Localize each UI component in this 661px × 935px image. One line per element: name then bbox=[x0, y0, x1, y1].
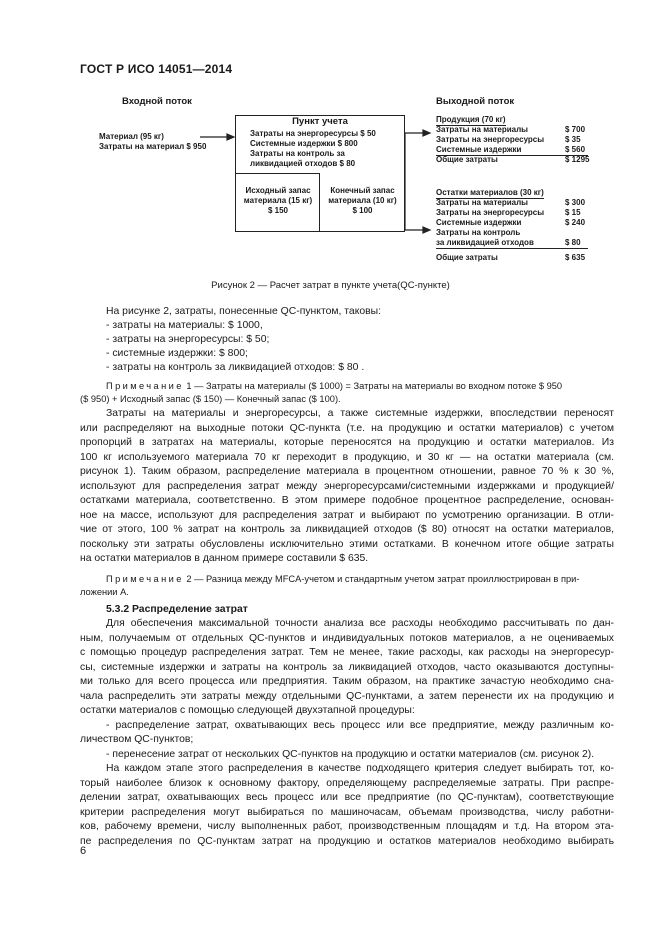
losses-row-materials-value: $ 300 bbox=[565, 198, 586, 207]
p2-line: ми только для всего процесса или предприятия. Таким образом, на практике зачастую необходимо сна- bbox=[80, 676, 614, 687]
losses-row-materials: Затраты на материалы bbox=[436, 198, 528, 207]
product-row-energy-value: $ 35 bbox=[565, 135, 581, 144]
paragraph-1 bbox=[80, 407, 614, 567]
cost-item: - затраты на энергоресурсы: $ 50; bbox=[106, 334, 270, 345]
qc-line-waste-2: ликвидацией отходов $ 80 bbox=[250, 159, 356, 168]
list-2-item: личеством QC-пунктов; bbox=[80, 734, 194, 745]
qc-line-waste-1: Затраты на контроль за bbox=[250, 149, 345, 158]
p2-line: чала распределить эти затраты между отдельными QC-пунктами, а затем перенести их на продукцию и bbox=[80, 690, 614, 702]
p1-line: Затраты на материалы и энергоресурсы, а также системные издержки, впоследствии переносят bbox=[106, 408, 614, 419]
losses-row-energy: Затраты на энергоресурсы bbox=[436, 208, 545, 217]
p1-line: ное на массе, используют для распределения затрат и выбирают по усмотрению организации. В отли- bbox=[80, 509, 614, 521]
p3-line: ков, рабочему времени, числу выполненных работ, производственным площадям и т.д. На втором эта- bbox=[80, 821, 614, 832]
final-stock-line-1: Конечный запас bbox=[330, 186, 395, 195]
p2-line: Для обеспечения максимальной точности анализа все расходы необходимо рассчитывать по дан- bbox=[106, 618, 614, 629]
product-row-system-value: $ 560 bbox=[565, 145, 586, 154]
list-2-item: - распределение затрат, охватывающих весь процесс или все предприятие, между различным ко- bbox=[106, 719, 614, 731]
p2-line: с помощью процедур распределения затрат. Тем не менее, такие расходы, как расходы на энергоресур- bbox=[80, 647, 614, 658]
paragraph-2 bbox=[80, 617, 614, 849]
input-material-label: Материал (95 кг) bbox=[99, 132, 164, 141]
p3-line: На каждом этапе этого распределения в качестве подходящего критерия следует выбирать тот, ко- bbox=[106, 763, 614, 774]
cost-item: - затраты на материалы: $ 1000, bbox=[106, 320, 263, 331]
product-row-system: Системные издержки bbox=[436, 145, 588, 156]
losses-row-total-value: $ 635 bbox=[565, 253, 586, 262]
input-arrow-head bbox=[227, 134, 234, 140]
document-code: ГОСТ Р ИСО 14051—2014 bbox=[80, 62, 233, 76]
losses-row-energy-value: $ 15 bbox=[565, 208, 581, 217]
qc-title: Пункт учета bbox=[292, 116, 348, 127]
input-material-cost: Затраты на материал $ 950 bbox=[99, 142, 207, 151]
p3-line: пе распределения по QC-пунктам затрат на продукцию и остатков материалов необходимо выбирать bbox=[80, 835, 614, 847]
losses-row-waste-value: $ 80 bbox=[565, 238, 581, 247]
losses-title: Остатки материалов (30 кг) bbox=[436, 188, 544, 197]
losses-row-system-value: $ 240 bbox=[565, 218, 586, 227]
cost-item: - системные издержки: $ 800; bbox=[106, 348, 248, 359]
cost-item: - затраты на контроль за ликвидацией отходов: $ 80 . bbox=[106, 362, 365, 373]
section-title: 5.3.2 Распределение затрат bbox=[106, 604, 248, 615]
note-2-line-2: ложении А. bbox=[80, 587, 129, 597]
losses-row-waste-1: Затраты на контроль bbox=[436, 228, 521, 237]
p1-line: 100 кг используемого материала 70 кг переходит в продукцию, и 30 кг — на остатки материала (см. bbox=[80, 451, 614, 463]
losses-row-system: Системные издержки bbox=[436, 218, 522, 227]
final-stock-value: $ 100 bbox=[352, 206, 373, 215]
product-row-energy: Затраты на энергоресурсы bbox=[436, 135, 545, 144]
product-row-total: Общие затраты bbox=[436, 155, 498, 164]
p3-line: торый наиболее близок к основному фактору, определяющему распределяемые затраты. При распре- bbox=[80, 777, 614, 789]
product-row-materials: Затраты на материалы bbox=[436, 125, 528, 134]
losses-arrow-head bbox=[423, 227, 430, 233]
product-arrow-head bbox=[423, 130, 430, 136]
product-title: Продукция (70 кг) bbox=[436, 115, 506, 124]
product-row-materials-value: $ 700 bbox=[565, 125, 586, 134]
figure-caption: Рисунок 2 — Расчет затрат в пункте учета(QC-пункте) bbox=[211, 280, 450, 291]
initial-stock-line-1: Исходный запас bbox=[245, 186, 311, 195]
note-1-line-1: Примечание 1 — Затраты на материалы ($ 1000) = Затраты на материалы во входном потоке $ 950 bbox=[106, 381, 563, 391]
p1-line: поскольку эти затраты обусловлены исключительно этими остатками. В конечном итоге общие затраты bbox=[80, 538, 614, 550]
note-2-line-1: Примечание 2 — Разница между MFCA-учетом и стандартным учетом затрат проиллюстрирован в при- bbox=[106, 574, 580, 584]
p3-line: делении затрат, охватывающих весь процесс или все предприятие (по QC-пунктам), соответствующие bbox=[80, 792, 614, 803]
page-number: 6 bbox=[80, 845, 87, 857]
p2-line: остатки материалов с помощью следующей двухэтапной процедуры: bbox=[80, 705, 415, 716]
note-1-line-2: ($ 950) + Исходный запас ($ 150) — Конечный запас ($ 100). bbox=[80, 394, 341, 404]
list-2-item: - перенесение затрат от нескольких QC-пунктов на продукцию и остатки материалов (см. рисунок 2). bbox=[106, 748, 595, 760]
output-flow-title: Выходной поток bbox=[436, 96, 515, 107]
intro-text: На рисунке 2, затраты, понесенные QC-пунктом, таковы: bbox=[106, 306, 382, 317]
initial-stock-value: $ 150 bbox=[267, 206, 289, 215]
initial-stock-line-2: материала (15 кг) bbox=[243, 196, 313, 205]
losses-row-total: Общие затраты bbox=[436, 253, 498, 262]
p2-line: ным, получаемым от отдельных QC-пунктов и индивидуальных потоков материалов, а не оцениваемых bbox=[80, 632, 614, 644]
p2-line: сы, системные издержки и затраты на контроль за ликвидацией отходов, часто оказываются доступны- bbox=[80, 661, 614, 673]
p1-line: на остатки материалов в данном примере составили $ 635. bbox=[80, 553, 369, 564]
p1-line: используют для распределения затрат между энергоресурсами/системными издержками и продукцией/ bbox=[80, 480, 614, 492]
p3-line: критерии распределения могут выбираться по машиночасам, объемам производства, числу работни- bbox=[80, 806, 614, 818]
p1-line: или распределяют на выходные потоки QC-пункта (т.е. на продукцию и остатки материалов) с учетом bbox=[80, 422, 614, 434]
product-row-total-value: $ 1295 bbox=[565, 155, 590, 164]
losses-row-waste-2: за ликвидацией отходов bbox=[436, 238, 588, 249]
p1-line: пропорций в затратах на материалы, которые переносятся на продукцию и остатки материалов. Из bbox=[80, 437, 614, 448]
p1-line: чие от этого, 100 % затрат на контроль за ликвидацией отходов ($ 80) относят на остатки материалов, bbox=[80, 524, 614, 535]
p1-line: остатками материала, соответственно. В этом примере подобное процентное распределение, основан- bbox=[80, 495, 614, 506]
qc-line-system: Системные издержки $ 800 bbox=[250, 139, 358, 148]
p1-line: рисунок 1). Таким образом, распределение материала в процентном отношении, равное 70 % к 30 %, bbox=[80, 466, 614, 477]
final-stock-line-2: материала (10 кг) bbox=[328, 196, 397, 205]
input-flow-title: Входной поток bbox=[122, 96, 192, 107]
qc-line-energy: Затраты на энергоресурсы $ 50 bbox=[250, 129, 376, 138]
